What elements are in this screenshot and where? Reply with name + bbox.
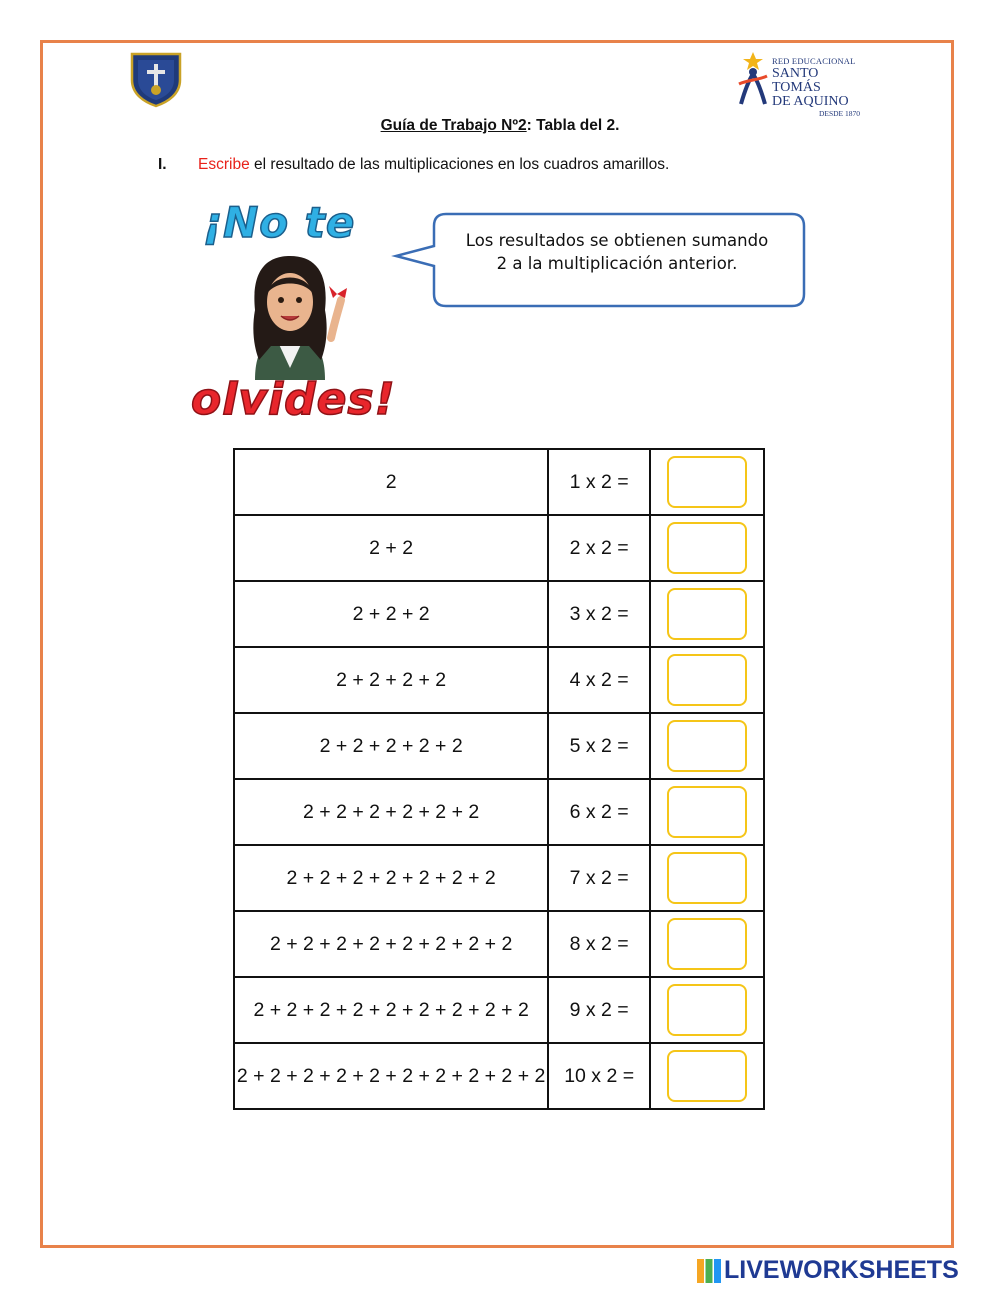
instruction-highlight: Escribe (198, 156, 250, 173)
answer-box[interactable] (667, 654, 747, 706)
network-name-line1: RED EDUCACIONAL (772, 56, 856, 66)
answer-box[interactable] (667, 456, 747, 508)
table-row (234, 581, 764, 647)
sum-cell: 2 + 2 + 2 + 2 + 2 + 2 + 2 + 2 + 2 + 2 (234, 1043, 548, 1109)
page-title (0, 117, 1000, 135)
network-name-line4: DESDE 1870 (818, 108, 860, 118)
answer-cell (650, 845, 764, 911)
instruction-text: el resultado de las multiplicaciones en los cuadros amarillos. (249, 156, 670, 173)
answer-box[interactable] (667, 984, 747, 1036)
answer-cell (650, 647, 764, 713)
multiplication-cell: 5 x 2 = (548, 713, 650, 779)
sum-cell: 2 + 2 + 2 + 2 (234, 647, 548, 713)
network-name-line2: SANTO TOMÁS (772, 65, 821, 95)
network-figure-icon (735, 50, 771, 108)
sum-cell: 2 + 2 (234, 515, 548, 581)
title-rest: : Tabla del 2. (526, 117, 620, 134)
table-row (234, 713, 764, 779)
bubble-line1: Los resultados se obtienen sumando (465, 231, 769, 250)
answer-cell (650, 449, 764, 515)
sum-cell: 2 + 2 + 2 + 2 + 2 + 2 + 2 (234, 845, 548, 911)
answer-cell (650, 1043, 764, 1109)
instruction (158, 156, 669, 174)
liveworksheets-logo (697, 1255, 993, 1285)
table-row (234, 911, 764, 977)
answer-box[interactable] (667, 720, 747, 772)
table-row (234, 1043, 764, 1109)
sticker-bottom-text: olvides! (191, 374, 396, 425)
instruction-number: I. (158, 156, 167, 173)
answer-cell (650, 515, 764, 581)
answer-cell (650, 713, 764, 779)
multiplication-cell: 8 x 2 = (548, 911, 650, 977)
answer-box[interactable] (667, 918, 747, 970)
multiplication-cell: 10 x 2 = (548, 1043, 650, 1109)
table-row (234, 977, 764, 1043)
table-row (234, 449, 764, 515)
answer-cell (650, 977, 764, 1043)
table-row (234, 515, 764, 581)
multiplication-table (233, 448, 765, 1110)
multiplication-cell: 6 x 2 = (548, 779, 650, 845)
teacher-avatar-icon (225, 250, 355, 380)
sticker-top-text: ¡No te (203, 198, 356, 247)
table-row (234, 845, 764, 911)
multiplication-cell: 2 x 2 = (548, 515, 650, 581)
multiplication-cell: 9 x 2 = (548, 977, 650, 1043)
network-name-line3: DE AQUINO (772, 93, 849, 109)
speech-bubble-text (432, 229, 802, 275)
sum-cell: 2 (234, 449, 548, 515)
sum-cell: 2 + 2 + 2 + 2 + 2 + 2 + 2 + 2 + 2 (234, 977, 548, 1043)
multiplication-cell: 7 x 2 = (548, 845, 650, 911)
answer-box[interactable] (667, 522, 747, 574)
liveworksheets-icon (697, 1259, 721, 1283)
answer-box[interactable] (667, 852, 747, 904)
multiplication-cell: 1 x 2 = (548, 449, 650, 515)
bubble-line2: 2 a la multiplicación anterior. (496, 254, 738, 273)
sum-cell: 2 + 2 + 2 + 2 + 2 + 2 + 2 + 2 (234, 911, 548, 977)
answer-box[interactable] (667, 1050, 747, 1102)
answer-cell (650, 911, 764, 977)
title-underlined: Guía de Trabajo Nº2 (380, 117, 527, 134)
multiplication-cell: 4 x 2 = (548, 647, 650, 713)
answer-box[interactable] (667, 786, 747, 838)
reminder-sticker (185, 198, 396, 430)
sum-cell: 2 + 2 + 2 + 2 + 2 (234, 713, 548, 779)
answer-cell (650, 581, 764, 647)
answer-box[interactable] (667, 588, 747, 640)
table-row (234, 647, 764, 713)
multiplication-cell: 3 x 2 = (548, 581, 650, 647)
school-crest-icon (128, 50, 184, 108)
network-logo (735, 50, 870, 118)
answer-cell (650, 779, 764, 845)
liveworksheets-brand: LIVEWORKSHEETS (724, 1256, 959, 1284)
table-row (234, 779, 764, 845)
sum-cell: 2 + 2 + 2 + 2 + 2 + 2 (234, 779, 548, 845)
sum-cell: 2 + 2 + 2 (234, 581, 548, 647)
